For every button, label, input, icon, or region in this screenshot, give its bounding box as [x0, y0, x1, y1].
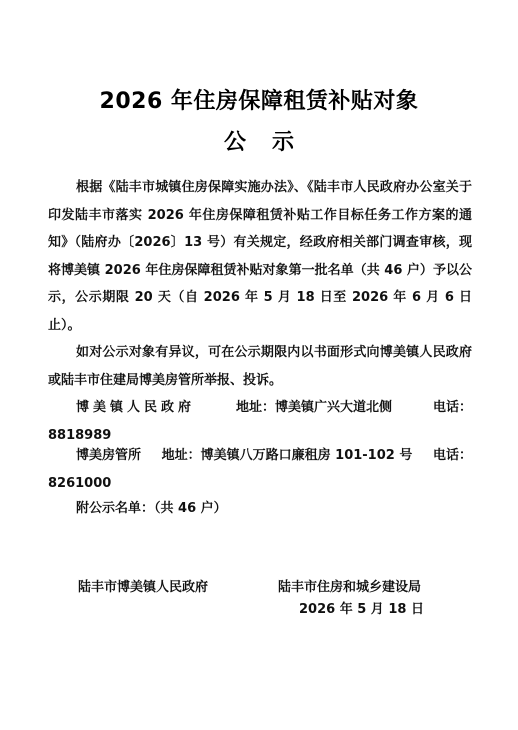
- contact-block-government: [48, 394, 472, 449]
- contact-address: 地址：博美镇八万路口廉租房 101-102 号: [161, 448, 413, 463]
- signature-government: 陆丰市博美镇人民政府: [78, 580, 209, 595]
- contact-phone: 8818989: [48, 427, 112, 443]
- body-paragraph-2: 如对公示对象有异议，可在公示期限内以书面形式向博美镇人民政府或陆丰市住建局博美房管所举报、投诉。: [48, 345, 472, 388]
- signature-date: 2026 年 5 月 18 日: [299, 602, 424, 617]
- contact-phone: 8261000: [48, 475, 112, 491]
- contact-phone-label: 电话：: [432, 400, 472, 415]
- notice-title: 2026 年住房保障租赁补贴对象: [99, 89, 419, 114]
- signature-org: 陆丰市住房和城乡建设局: [278, 580, 422, 595]
- contact-org: 博美镇人民政府: [76, 400, 196, 415]
- contact-address: 地址：博美镇广兴大道北侧: [235, 400, 392, 415]
- body-paragraph-1: 根据《陆丰市城镇住房保障实施办法》、《陆丰市人民政府办公室关于印发陆丰市落实 2026 年住房保障租赁补贴工作目标任务工作方案的通知》（陆府办〔2026〕13 号）有关规定，经政府相关部门调查审核，现将博美镇 2026 年住房保障租赁补贴对象第一批名单（共 46 户）予以公示，公示期限 20 天（自 2026 年 5 月 18 日至 2026 年 6 月 6 日止）。: [48, 180, 472, 333]
- contact-phone-label: 电话：: [432, 448, 472, 463]
- contact-block-housing-office: [48, 442, 472, 497]
- contact-org: 博美房管所: [76, 448, 142, 463]
- attachment-note: 附公示名单：（共 46 户）: [76, 501, 227, 516]
- signature-housing-bureau: [278, 577, 438, 621]
- notice-subtitle: 公示: [223, 130, 320, 155]
